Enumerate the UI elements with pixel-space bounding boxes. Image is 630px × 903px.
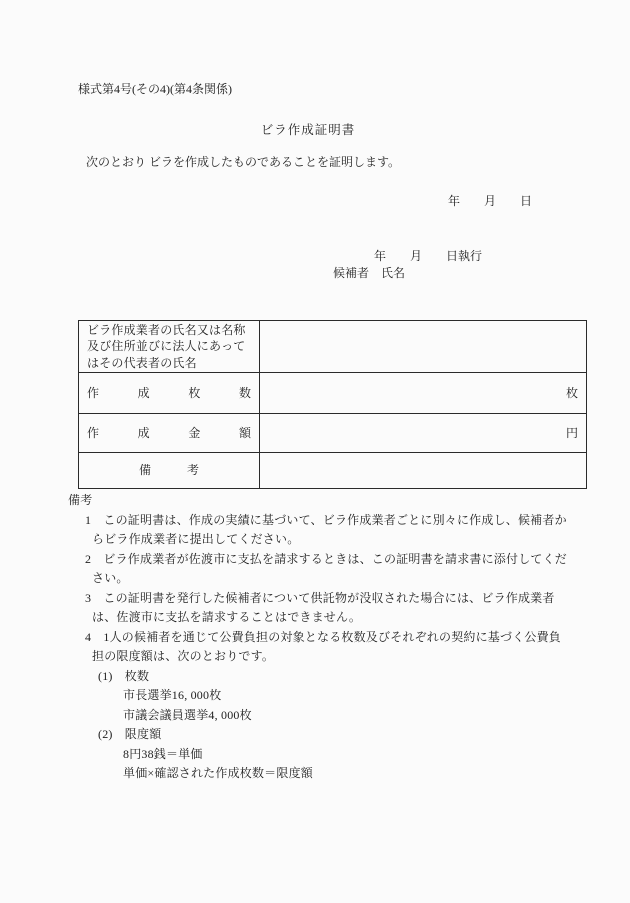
note-line: 2 ビラ作成業者が佐渡市に支払を請求するときは、この証明書を請求書に添付してくだ — [85, 551, 568, 566]
table-row — [79, 373, 587, 414]
maker-name-label-line3: はその代表者の氏名 — [87, 355, 197, 370]
note-line: らビラ作成業者に提出してください。 — [92, 532, 300, 546]
note-line: 市長選挙16, 000枚 — [123, 688, 222, 702]
maker-name-label-line1: ビラ作成業者の氏名又は名称 — [87, 322, 246, 337]
table-row — [79, 453, 587, 489]
candidate-name-line: 候補者 氏名 — [333, 266, 406, 280]
note-line: 市議会議員選挙4, 000枚 — [123, 707, 252, 722]
note-line: さい。 — [92, 571, 129, 585]
amount-label-text: 作 成 金 額 — [87, 425, 251, 440]
notes-heading: 備考 — [68, 493, 93, 507]
amount-value: 円 — [260, 414, 587, 453]
note-line: 単価×確認された作成枚数＝限度額 — [123, 766, 313, 780]
maker-name-label-line2: 及び住所並びに法人にあって — [87, 339, 246, 354]
issue-date-line: 年 月 日 — [448, 194, 533, 208]
sheet-count-label — [79, 373, 260, 414]
remarks-value — [260, 453, 587, 489]
table-row — [79, 321, 587, 373]
note-line: 8円38銭＝単価 — [123, 746, 203, 761]
form-number: 様式第4号(その4)(第4条関係) — [78, 82, 232, 96]
note-line: 3 この証明書を発行した候補者について供託物が没収された場合には、ビラ作成業者 — [85, 590, 555, 605]
intro-sentence: 次のとおり ビラを作成したものであることを証明します。 — [86, 155, 401, 169]
sheet-count-label-text: 作 成 枚 数 — [87, 385, 251, 400]
sheet-count-value: 枚 — [260, 373, 587, 414]
certificate-table — [78, 320, 587, 489]
note-line: (1) 枚数 — [98, 668, 150, 683]
note-line: 1 この証明書は、作成の実績に基づいて、ビラ作成業者ごとに別々に作成し、候補者か — [85, 512, 567, 527]
maker-name-label — [79, 321, 260, 373]
note-line: (2) 限度額 — [98, 727, 162, 741]
remarks-label: 備 考 — [79, 453, 260, 489]
maker-name-value — [260, 321, 587, 373]
page-title: ビラ作成証明書 — [260, 123, 356, 137]
note-line: は、佐渡市に支払を請求することはできません。 — [92, 610, 362, 624]
notes-section — [68, 491, 578, 784]
amount-label — [79, 414, 260, 453]
table-row — [79, 414, 587, 453]
notes-lines — [68, 511, 578, 784]
election-date-line: 年 月 日執行 — [374, 249, 483, 263]
note-line: 担の限度額は、次のとおりです。 — [92, 649, 275, 663]
note-line: 4 1人の候補者を通じて公費負担の対象となる枚数及びそれぞれの契約に基づく公費負 — [85, 629, 562, 644]
